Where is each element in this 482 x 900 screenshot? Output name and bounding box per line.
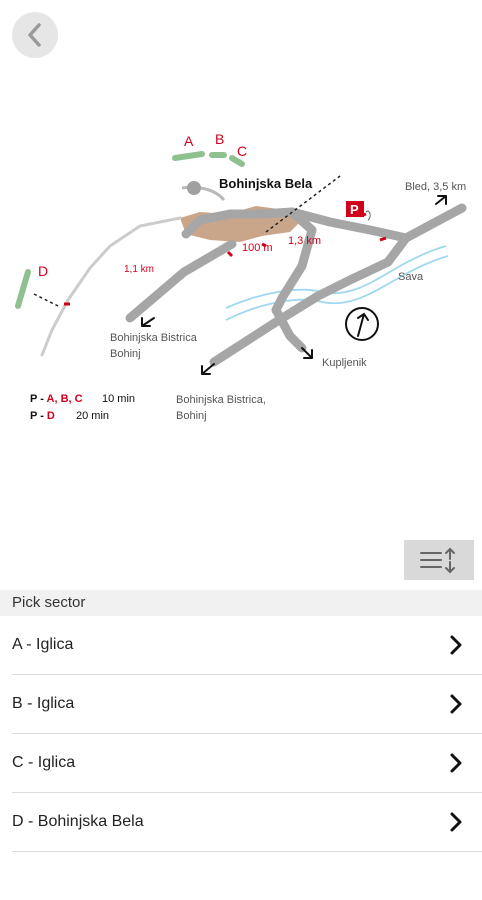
bled-label: Bled, 3,5 km — [405, 181, 467, 193]
sector-row-label: A - Iglica — [12, 636, 74, 653]
sector-label-b: B — [215, 131, 225, 147]
sector-label-d: D — [38, 263, 49, 279]
arrow-bistrica-1 — [142, 318, 154, 326]
arrow-kupljenik — [302, 348, 312, 358]
sector-row-label: B - Iglica — [12, 695, 75, 712]
bistrica-2-line2: Bohinj — [176, 410, 207, 422]
sector-row-a[interactable] — [12, 616, 482, 675]
sector-label-a: A — [184, 133, 194, 149]
crag-map — [0, 110, 482, 440]
distance-100-label: 100 m — [242, 242, 273, 254]
kupljenik-label: Kupljenik — [322, 357, 367, 369]
legend-time-2: 20 min — [76, 410, 110, 422]
chevron-right-icon — [444, 692, 468, 716]
back-button[interactable] — [12, 12, 58, 58]
chevron-right-icon — [444, 751, 468, 775]
sort-icon — [417, 545, 461, 575]
river-label: Sava — [398, 271, 424, 283]
chevron-right-icon — [444, 810, 468, 834]
legend-time-1: 10 min — [102, 393, 136, 405]
legend-row-1: P - A, B, C — [30, 393, 83, 405]
chevron-left-icon — [24, 22, 46, 48]
sector-row-c[interactable] — [12, 734, 482, 793]
legend-row-2: P - D — [30, 410, 55, 422]
bistrica-1-line2: Bohinj — [110, 348, 141, 360]
village-label: Bohinjska Bela — [219, 176, 313, 191]
distance-1-1-label: 1,1 km — [124, 264, 155, 275]
village-marker — [187, 181, 201, 195]
arrow-bistrica-2 — [202, 364, 214, 374]
distance-1-3-label: 1,3 km — [288, 235, 322, 247]
arrow-bled — [436, 196, 446, 204]
sector-label-c: C — [237, 143, 248, 159]
chevron-right-icon — [444, 633, 468, 657]
bistrica-1-line1: Bohinjska Bistrica — [110, 332, 197, 344]
parking-letter: P — [350, 202, 359, 217]
sector-row-b[interactable] — [12, 675, 482, 734]
sector-row-label: C - Iglica — [12, 754, 76, 771]
sector-row-d[interactable] — [12, 793, 482, 852]
sector-list — [12, 616, 482, 852]
pick-sector-header: Pick sector — [0, 590, 482, 616]
sort-button[interactable] — [404, 540, 474, 580]
bistrica-2-line1: Bohinjska Bistrica, — [176, 394, 266, 406]
sector-row-label: D - Bohinjska Bela — [12, 813, 144, 830]
